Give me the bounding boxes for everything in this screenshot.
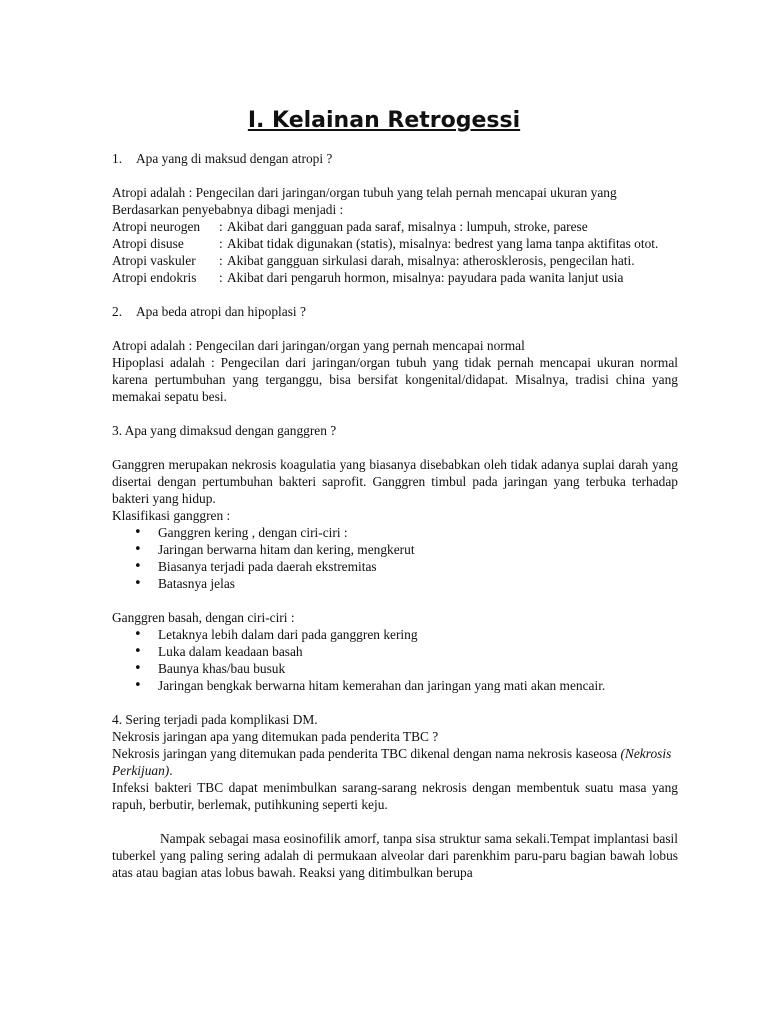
q1-intro-line-1: Atropi adalah : Pengecilan dari jaringan/organ tubuh yang telah pernah mencapai ukuran yang [112,185,617,200]
q4-line-3-italic: (Nekrosis Perkijuan) [112,746,672,778]
gangrene-dry-list [112,524,678,592]
list-item: • Batasnya jelas [112,575,678,592]
question-1-number: 1. [112,151,123,166]
list-item: • Baunya khas/bau busuk [112,660,678,677]
atrophy-type-row: Atropi endokris : Akibat dari pengaruh hormon, misalnya: payudara pada wanita lanjut usia [112,269,678,286]
atrophy-type-desc: Akibat tidak digunakan (statis), misalnya: bedrest yang lama tanpa aktifitas otot. [227,236,659,251]
q3-klasifikasi: Klasifikasi ganggren : [112,508,231,523]
question-2-text: Apa beda atropi dan hipoplasi ? [136,304,306,319]
document-body [112,150,678,881]
atrophy-type-desc: Akibat dari gangguan pada saraf, misalnya : lumpuh, stroke, parese [227,219,588,234]
page-title: I. Kelainan Retrogessi [247,108,521,133]
q3-basah-label: Ganggren basah, dengan ciri-ciri : [112,610,295,625]
q1-intro-line-2: Berdasarkan penyebabnya dibagi menjadi : [112,202,344,217]
atrophy-type-row: Atropi vaskuler : Akibat gangguan sirkulasi darah, misalnya: atherosklerosis, pengecilan hati. [112,252,678,269]
atrophy-type-row: Atropi neurogen : Akibat dari gangguan pada saraf, misalnya : lumpuh, stroke, parese [112,218,678,235]
q4-line-2: Nekrosis jaringan apa yang ditemukan pada penderita TBC ? [112,729,439,744]
q3-answer: Ganggren merupakan nekrosis koagulatia yang biasanya disebabkan oleh tidak adanya suplai darah yang disertai dengan pertumbuhan bakteri saprofit. Ganggren timbul pada jaringan yang terbuka terhadap bakteri yang hidup. [112,457,678,506]
list-item: • Letaknya lebih dalam dari pada ganggren kering [112,626,678,643]
list-item: • Ganggren kering , dengan ciri-ciri : [112,524,678,541]
atrophy-type-term: Atropi disuse [112,236,184,251]
atrophy-type-term: Atropi endokris [112,270,197,285]
q4-line-3-end: . [169,763,173,778]
list-item: • Biasanya terjadi pada daerah ekstremitas [112,558,678,575]
q4-line-3 [112,745,678,779]
atrophy-type-term: Atropi neurogen [112,219,201,234]
question-2-number: 2. [112,304,123,319]
q4-paragraph-2: Nampak sebagai masa eosinofilik amorf, tanpa sisa struktur sama sekali.Tempat implantasi basil tuberkel yang paling sering adalah di permukaan alveolar dari parenkhim paru-paru bagian bawah lobus atas atau bagian atas lobus bawah. Reaksi yang ditimbulkan berupa [112,831,678,880]
list-item: • Jaringan berwarna hitam dan kering, mengkerut [112,541,678,558]
q2-answer-1: Atropi adalah : Pengecilan dari jaringan/organ yang pernah mencapai normal [112,338,525,353]
atrophy-type-desc: Akibat dari pengaruh hormon, misalnya: payudara pada wanita lanjut usia [227,270,624,285]
question-1-text: Apa yang di maksud dengan atropi ? [136,151,333,166]
list-item: • Luka dalam keadaan basah [112,643,678,660]
list-item: • Jaringan bengkak berwarna hitam kemerahan dan jaringan yang mati akan mencair. [112,677,678,694]
q2-answer-2: Hipoplasi adalah : Pengecilan dari jaringan/organ tubuh yang tidak pernah mencapai ukuran normal karena pertumbuhan yang terganggu, bisa bersifat kongenital/didapat. Misalnya, tradisi china yang memakai sepatu besi. [112,355,678,404]
gangrene-wet-list [112,626,678,694]
question-1 [112,150,678,167]
q4-paragraph-1: Infeksi bakteri TBC dapat menimbulkan sarang-sarang nekrosis dengan membentuk suatu masa yang rapuh, berbutir, berlemak, putihkuning seperti keju. [112,780,678,812]
question-2 [112,303,678,320]
atrophy-type-term: Atropi vaskuler [112,253,196,268]
q4-line-3-text: Nekrosis jaringan yang ditemukan pada penderita TBC dikenal dengan nama nekrosis kaseosa [112,746,618,761]
question-3: 3. Apa yang dimaksud dengan ganggren ? [112,423,337,438]
atrophy-type-row: Atropi disuse : Akibat tidak digunakan (statis), misalnya: bedrest yang lama tanpa aktifitas otot. [112,235,678,252]
atrophy-type-list [112,218,678,286]
atrophy-type-desc: Akibat gangguan sirkulasi darah, misalnya: atherosklerosis, pengecilan hati. [227,253,635,268]
q4-line-1: 4. Sering terjadi pada komplikasi DM. [112,712,318,727]
